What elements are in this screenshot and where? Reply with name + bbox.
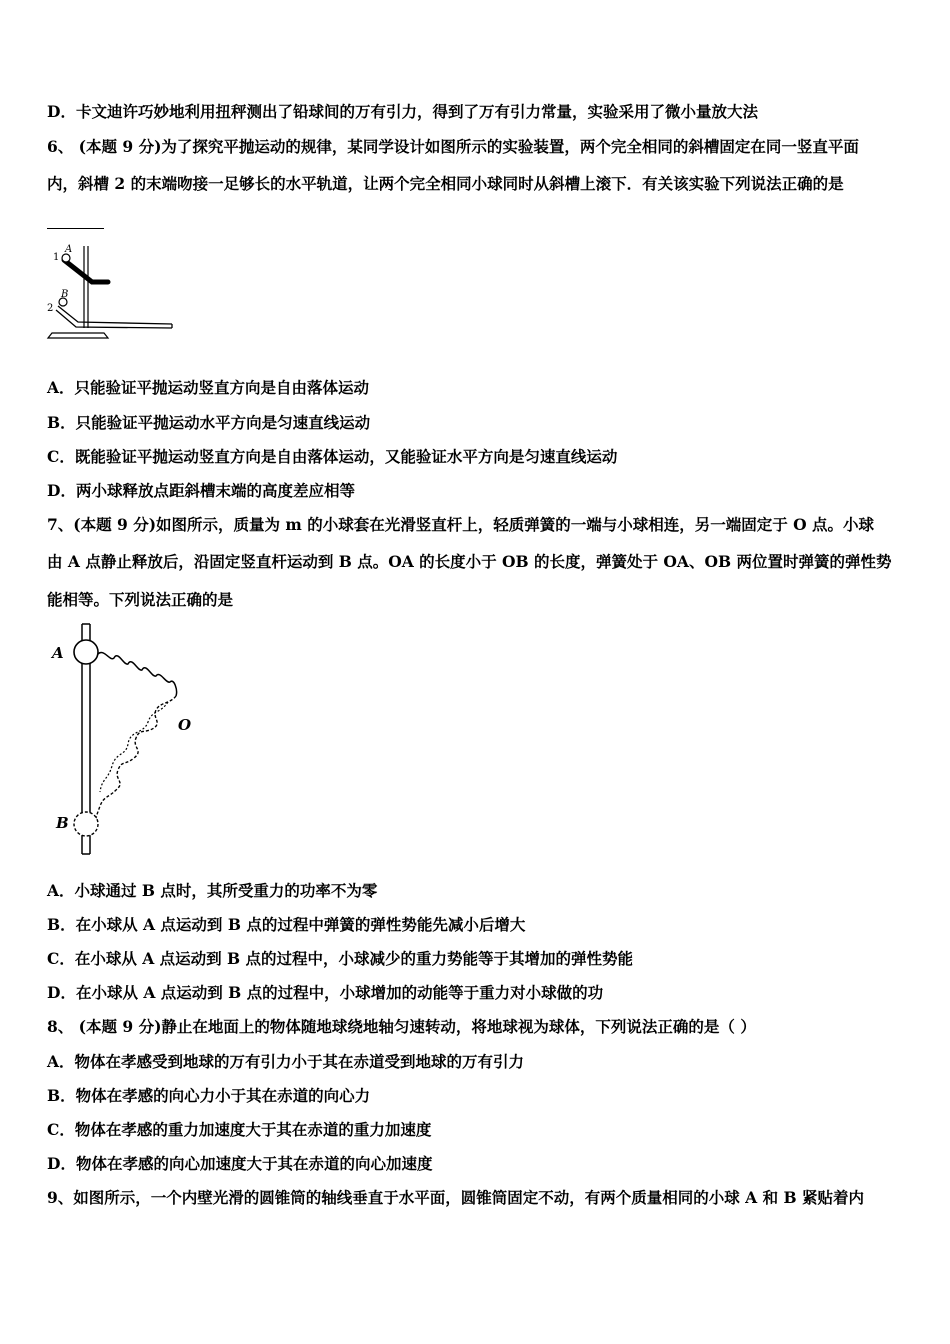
q7-stem-line3: 能相等。下列说法正确的是 (47, 590, 234, 609)
q8-option-d: D．物体在孝感的向心加速度大于其在赤道的向心加速度 (47, 1154, 433, 1173)
q8-stem: 8、 (本题 9 分)静止在地面上的物体随地球绕地轴匀速转动，将地球视为球体，下列说法正确的是（ ） (47, 1017, 756, 1036)
fig2-label-b: B (56, 814, 69, 832)
q6-stem-line2: 内，斜槽 2 的末端吻接一足够长的水平轨道，让两个完全相同小球同时从斜槽上滚下．有关该实验下列说法正确的是 (47, 174, 844, 193)
q9-stem-line1: 9、如图所示，一个内壁光滑的圆锥筒的轴线垂直于水平面，圆锥筒固定不动，有两个质量相同的小球 A 和 B 紧贴着内 (47, 1188, 865, 1207)
q7-stem-line2: 由 A 点静止释放后，沿固定竖直杆运动到 B 点。OA 的长度小于 OB 的长度，弹簧处于 OA、OB 两位置时弹簧的弹性势 (47, 552, 892, 571)
q8-option-c: C．物体在孝感的重力加速度大于其在赤道的重力加速度 (47, 1120, 432, 1139)
fig1-label-a: A (65, 244, 73, 255)
q7-option-d: D．在小球从 A 点运动到 B 点的过程中，小球增加的动能等于重力对小球做的功 (47, 983, 604, 1002)
q6-option-d: D．两小球释放点距斜槽末端的高度差应相等 (47, 481, 355, 500)
q7-option-b: B．在小球从 A 点运动到 B 点的过程中弹簧的弹性势能先减小后增大 (47, 915, 526, 934)
fig2-label-o: O (178, 716, 192, 734)
q6-option-b: B．只能验证平抛运动水平方向是匀速直线运动 (47, 413, 371, 432)
answer-blank (47, 228, 104, 229)
q5-option-d: D．卡文迪许巧妙地利用扭秤测出了铅球间的万有引力，得到了万有引力常量，实验采用了微小量放大法 (47, 102, 758, 121)
fig2-label-a: A (52, 644, 64, 662)
q8-option-b: B．物体在孝感的向心力小于其在赤道的向心力 (47, 1086, 371, 1105)
q6-stem-line1: 6、 (本题 9 分)为了探究平抛运动的规律，某同学设计如图所示的实验装置，两个完全相同的斜槽固定在同一竖直平面 (47, 137, 859, 156)
fig1-label-1: 1 (53, 252, 60, 263)
q7-spring-figure (44, 620, 204, 858)
q7-option-a: A．小球通过 B 点时，其所受重力的功率不为零 (47, 881, 378, 900)
q6-apparatus-figure (44, 244, 178, 344)
q7-option-c: C．在小球从 A 点运动到 B 点的过程中，小球减少的重力势能等于其增加的弹性势能 (47, 949, 634, 968)
q6-option-c: C．既能验证平抛运动竖直方向是自由落体运动，又能验证水平方向是匀速直线运动 (47, 447, 618, 466)
q7-stem-line1: 7、(本题 9 分)如图所示，质量为 m 的小球套在光滑竖直杆上，轻质弹簧的一端与小球相连，另一端固定于 O 点。小球 (47, 515, 875, 534)
q6-option-a: A．只能验证平抛运动竖直方向是自由落体运动 (47, 378, 370, 397)
q8-option-a: A．物体在孝感受到地球的万有引力小于其在赤道受到地球的万有引力 (47, 1052, 525, 1071)
fig1-label-2: 2 (47, 303, 54, 314)
fig1-label-b: B (61, 289, 69, 300)
